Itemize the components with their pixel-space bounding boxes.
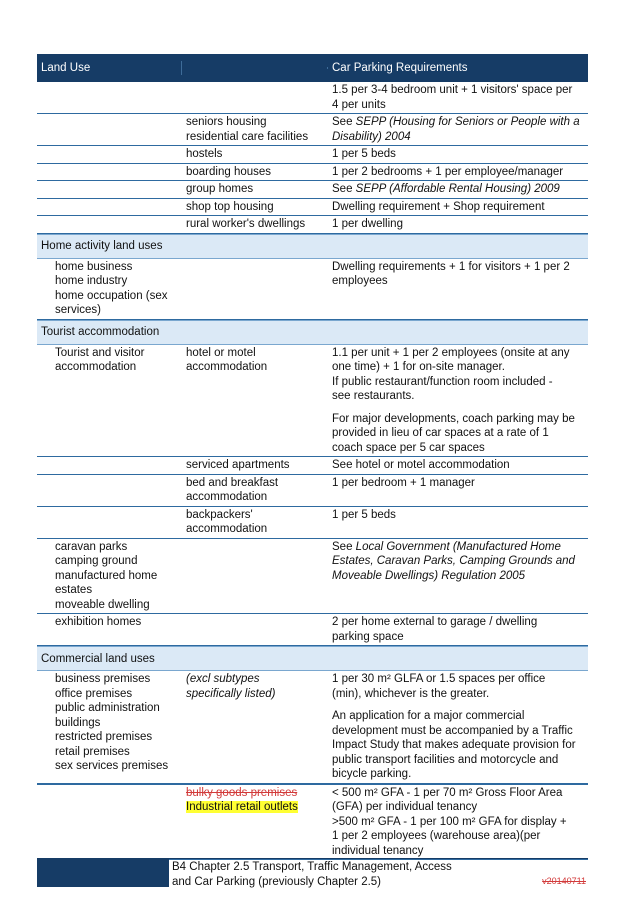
parking-cell: [328, 164, 588, 181]
section-title: Commercial land uses: [41, 652, 155, 665]
land-use-cell: [37, 199, 182, 216]
text-line: services): [55, 304, 102, 316]
text-line: boarding houses: [186, 165, 272, 178]
text-line: accommodation: [186, 491, 268, 503]
text-line: (excl subtypes: [186, 673, 260, 685]
parking-cell: [328, 614, 588, 645]
text-line: Dwelling requirement + Shop requirement: [332, 200, 545, 213]
subtype-cell: [182, 539, 328, 614]
land-use-cell: [37, 671, 182, 783]
parking-cell: [328, 114, 588, 145]
text-line: home industry: [55, 275, 128, 287]
text-line: 1 per 2 bedrooms + 1 per employee/manager: [332, 165, 564, 178]
text-line: rural worker's dwellings: [186, 218, 306, 230]
text-line: serviced apartments: [186, 459, 290, 471]
text-line: hotel or motel: [186, 346, 256, 359]
text-line: 2 per home external to garage / dwelling: [332, 616, 538, 628]
text-line: (GFA) per individual tenancy: [332, 801, 478, 813]
policy-reference: Estates, Caravan Parks, Camping Grounds and: [332, 555, 575, 567]
land-use-cell: [37, 539, 182, 614]
text-line: Impact Study that makes adequate provision for: [332, 739, 576, 751]
land-use-cell: [37, 475, 182, 506]
table-row: [37, 475, 588, 507]
section-header-home-activity: [37, 234, 588, 259]
subtype-cell: [182, 82, 328, 113]
text-line: development must be accompanied by a Traffic: [332, 724, 573, 737]
land-use-cell: [37, 785, 182, 860]
parking-cell: [328, 216, 588, 233]
text-line: one time) + 1 for on-site manager.: [332, 361, 505, 373]
parking-requirements-table: [37, 54, 588, 860]
text-line: An application for a major commercial: [332, 710, 525, 722]
land-use-cell: [37, 614, 182, 645]
text-line: 1 per bedroom + 1 manager: [332, 476, 475, 489]
table-row: [37, 259, 588, 320]
text-line: 1.1 per unit + 1 per 2 employees (onsite at any: [332, 346, 570, 359]
text-line: bicycle parking.: [332, 768, 412, 780]
land-use-cell: [37, 181, 182, 198]
parking-cell: [328, 539, 588, 614]
parking-cell: [328, 345, 588, 457]
text-line: seniors housing: [186, 116, 267, 128]
subtype-cell: [182, 475, 328, 506]
subtype-cell: [182, 181, 328, 198]
parking-cell: [328, 259, 588, 319]
text-line: Dwelling requirements + 1 for visitors + 1 per 2: [332, 260, 570, 273]
header-parking: Car Parking Requirements: [332, 61, 468, 74]
table-row: [37, 507, 588, 539]
text-line: accommodation: [186, 523, 268, 535]
text-line: >500 m² GFA - 1 per 100 m² GFA for display +: [332, 815, 567, 828]
land-use-cell: [37, 345, 182, 457]
text-line: 1 per 5 beds: [332, 148, 396, 160]
text-line: buildings: [55, 716, 101, 729]
table-row: [37, 181, 588, 199]
text-line: backpackers': [186, 508, 253, 521]
parking-cell: [328, 507, 588, 538]
text-line: 4 per units: [332, 98, 386, 111]
land-use-cell: [37, 114, 182, 145]
text-line: camping ground: [55, 555, 138, 567]
text-line: manufactured home: [55, 569, 158, 582]
footer-chapter-title: [172, 860, 492, 889]
text-line: residential care facilities: [186, 130, 309, 143]
land-use-cell: [37, 507, 182, 538]
subtype-cell: [182, 614, 328, 645]
table-row: [37, 614, 588, 646]
text-line: accommodation: [55, 361, 137, 373]
parking-cell: [328, 457, 588, 474]
text-line: 1 per 30 m² GLFA or 1.5 spaces per office: [332, 673, 546, 685]
parking-cell: [328, 785, 588, 860]
text-line: restricted premises: [55, 731, 153, 743]
text-prefix: See: [332, 183, 356, 195]
text-line: home occupation (sex: [55, 289, 168, 302]
text-line: See hotel or motel accommodation: [332, 459, 510, 471]
subtype-cell: [182, 216, 328, 233]
footer-version: v20140711: [542, 876, 586, 886]
parking-cell: [328, 181, 588, 198]
land-use-cell: [37, 457, 182, 474]
subtype-cell: [182, 345, 328, 457]
text-line: accommodation: [186, 361, 268, 373]
table-header: [37, 54, 588, 82]
parking-cell: [328, 146, 588, 163]
text-line: and Car Parking (previously Chapter 2.5): [172, 875, 382, 888]
policy-reference: Disability) 2004: [332, 130, 411, 143]
text-line: Tourist and visitor: [55, 346, 145, 359]
text-line: specifically listed): [186, 687, 276, 700]
struck-subtype: bulky goods premises: [186, 786, 298, 799]
header-land-use: Land Use: [37, 61, 182, 75]
text-line: provided in lieu of car spaces at a rate of 1: [332, 427, 549, 439]
land-use-cell: [37, 146, 182, 163]
text-line: sex services premises: [55, 760, 169, 772]
land-use-cell: [37, 82, 182, 113]
text-line: employees: [332, 275, 388, 287]
subtype-cell: [182, 146, 328, 163]
text-line: retail premises: [55, 745, 130, 758]
text-line: For major developments, coach parking may be: [332, 412, 575, 425]
text-line: public transport facilities and motorcycle and: [332, 753, 559, 766]
text-line: group homes: [186, 183, 254, 195]
text-line: < 500 m² GFA - 1 per 70 m² Gross Floor Area: [332, 786, 563, 799]
text-line: individual tenancy: [332, 844, 424, 857]
table-row: [37, 539, 588, 615]
text-line: public administration: [55, 702, 160, 714]
footer-bar: [37, 858, 169, 887]
subtype-cell: [182, 199, 328, 216]
text-line: see restaurants.: [332, 390, 415, 402]
text-prefix: See: [332, 540, 356, 553]
text-line: B4 Chapter 2.5 Transport, Traffic Management, Access: [172, 861, 452, 873]
policy-reference: Local Government (Manufactured Home: [355, 540, 561, 553]
table-row: [37, 457, 588, 475]
policy-reference: Moveable Dwellings) Regulation 2005: [332, 569, 526, 582]
text-line: If public restaurant/function room included -: [332, 375, 553, 388]
table-row: [37, 345, 588, 458]
parking-cell: [328, 199, 588, 216]
section-header-commercial: [37, 646, 588, 671]
subtype-cell: [182, 785, 328, 860]
subtype-cell: [182, 507, 328, 538]
page-footer: [37, 858, 588, 887]
text-line: 1 per 5 beds: [332, 508, 396, 521]
text-line: estates: [55, 584, 93, 596]
text-prefix: See: [332, 116, 356, 128]
table-row: [37, 114, 588, 146]
text-line: office premises: [55, 687, 133, 700]
table-row: [37, 784, 588, 861]
section-header-tourist: [37, 320, 588, 345]
parking-cell: [328, 475, 588, 506]
footer-rule: [169, 858, 588, 859]
text-line: caravan parks: [55, 540, 128, 553]
subtype-cell: [182, 457, 328, 474]
policy-reference: SEPP (Housing for Seniors or People with a: [355, 116, 580, 128]
table-row: [37, 216, 588, 234]
text-line: hostels: [186, 148, 223, 160]
text-line: business premises: [55, 673, 151, 685]
text-line: parking space: [332, 630, 404, 643]
table-row: [37, 146, 588, 164]
text-line: 1 per 2 employees (warehouse area)(per: [332, 830, 541, 842]
text-line: home business: [55, 260, 133, 273]
text-line: (min), whichever is the greater.: [332, 687, 490, 700]
table-row: [37, 199, 588, 217]
policy-reference: SEPP (Affordable Rental Housing) 2009: [355, 183, 560, 195]
text-line: shop top housing: [186, 200, 274, 213]
text-line: moveable dwelling: [55, 598, 150, 611]
table-row: [37, 82, 588, 114]
text-line: exhibition homes: [55, 616, 142, 628]
parking-cell: [328, 671, 588, 783]
land-use-cell: [37, 216, 182, 233]
subtype-cell: [182, 259, 328, 319]
subtype-cell: [182, 671, 328, 783]
section-title: Tourist accommodation: [41, 326, 160, 338]
land-use-cell: [37, 164, 182, 181]
land-use-cell: [37, 259, 182, 319]
table-row: [37, 164, 588, 182]
section-title: Home activity land uses: [41, 240, 163, 252]
header-subtype: [182, 67, 328, 69]
highlighted-subtype: Industrial retail outlets: [186, 801, 298, 813]
table-row: [37, 671, 588, 784]
subtype-cell: [182, 164, 328, 181]
text-line: coach space per 5 car spaces: [332, 441, 485, 454]
subtype-cell: [182, 114, 328, 145]
text-line: bed and breakfast: [186, 476, 279, 489]
text-line: 1 per dwelling: [332, 218, 403, 230]
parking-cell: [328, 82, 588, 113]
text-line: 1.5 per 3-4 bedroom unit + 1 visitors' space per: [332, 84, 573, 96]
